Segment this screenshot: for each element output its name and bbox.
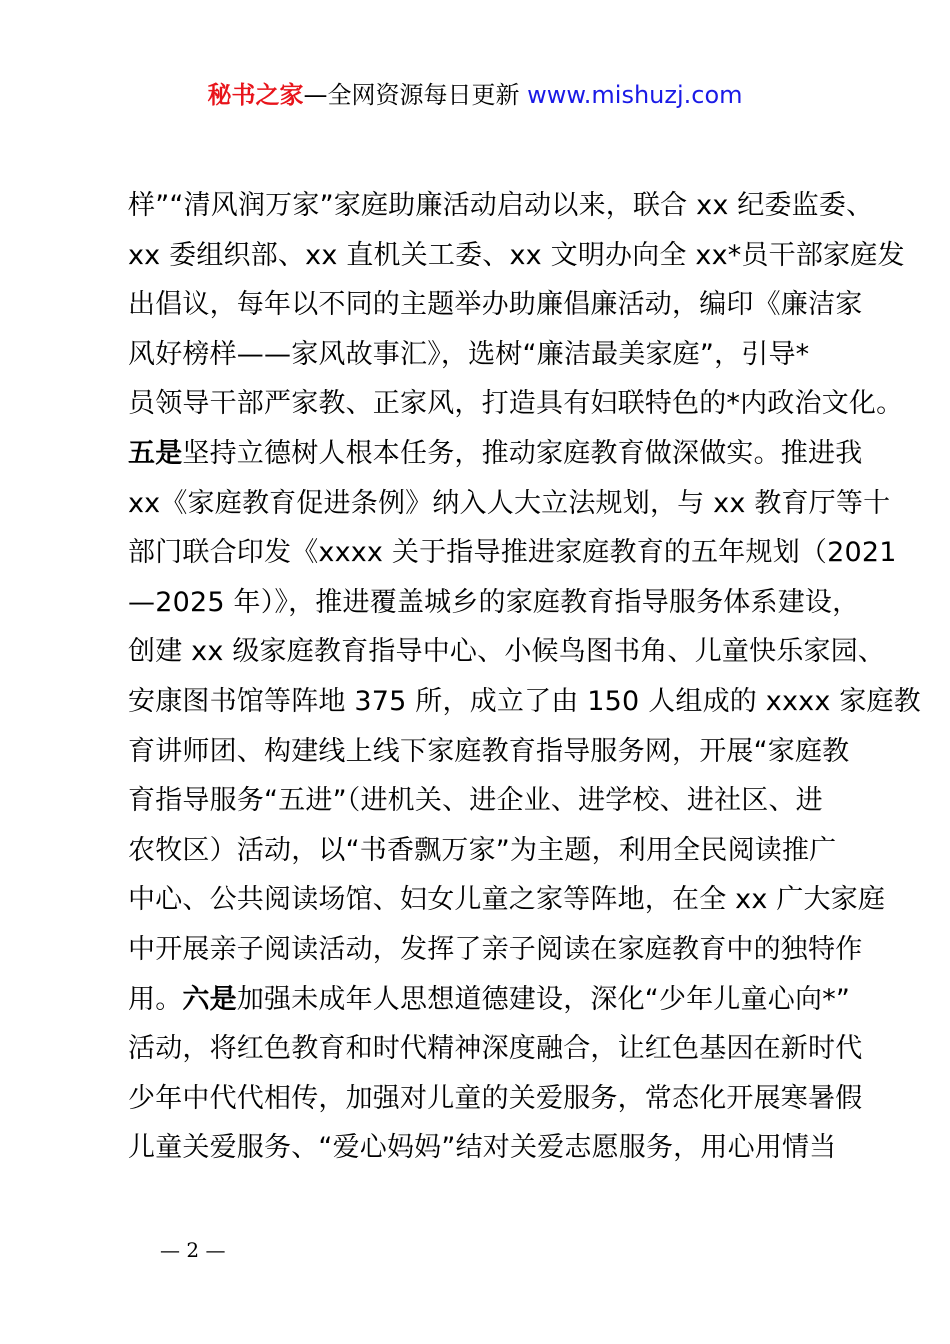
text-line: 中开展亲子阅读活动，发挥了亲子阅读在家庭教育中的独特作	[128, 933, 863, 965]
text-line	[128, 975, 851, 1025]
text-line: xx 委组织部、xx 直机关工委、xx 文明办向全 xx*员干部家庭发	[128, 239, 905, 271]
text-line-content: 加强未成年人思想道德建设，深化“少年儿童心向*”	[236, 983, 851, 1015]
text-line: 出倡议，每年以不同的主题举办助廉倡廉活动，编印《廉洁家	[128, 289, 863, 321]
text-line: 安康图书馆等阵地 375 所，成立了由 150 人组成的 xxxx 家庭教	[128, 685, 921, 717]
brand-name: 秘书之家	[207, 81, 304, 109]
section-marker-six: 六是	[182, 983, 237, 1015]
text-line: 育讲师团、构建线上线下家庭教育指导服务网，开展“家庭教	[128, 735, 850, 767]
text-line: 部门联合印发《xxxx 关于指导推进家庭教育的五年规划（2021	[128, 537, 897, 569]
text-line: 样”“清风润万家”家庭助廉活动启动以来，联合 xx 纪委监委、	[128, 190, 874, 221]
text-line: 儿童关爱服务、“爱心妈妈”结对关爱志愿服务，用心用情当	[128, 1132, 837, 1164]
text-line: —2025 年）》，推进覆盖城乡的家庭教育指导服务体系建设，	[128, 586, 860, 618]
text-line: 风好榜样——家风故事汇》，选树“廉洁最美家庭”，引导*	[128, 338, 810, 370]
text-line: 少年中代代相传，加强对儿童的关爱服务，常态化开展寒暑假	[128, 1082, 863, 1114]
text-line: 中心、公共阅读场馆、妇女儿童之家等阵地，在全 xx 广大家庭	[128, 884, 886, 916]
site-banner	[0, 78, 950, 112]
text-line-content: 坚持立德树人根本任务，推动家庭教育做深做实。推进我	[182, 437, 863, 469]
text-line: 创建 xx 级家庭教育指导中心、小候鸟图书角、儿童快乐家园、	[128, 636, 886, 668]
section-marker-five: 五是	[128, 437, 183, 469]
text-line	[128, 429, 863, 479]
text-line: 活动，将红色教育和时代精神深度融合，让红色基因在新时代	[128, 1033, 863, 1065]
text-line: 员领导干部严家教、正家风，打造具有妇联特色的*内政治文化。	[128, 388, 904, 420]
page-number: — 2 —	[160, 1238, 226, 1262]
banner-tagline: —全网资源每日更新	[303, 81, 520, 109]
text-line-prefix: 用。	[128, 983, 183, 1015]
document-body	[128, 181, 921, 1173]
text-line: 农牧区）活动，以“书香飘万家”为主题，利用全民阅读推广	[128, 834, 837, 866]
text-line: xx《家庭教育促进条例》纳入人大立法规划，与 xx 教育厅等十	[128, 487, 891, 519]
site-url[interactable]: www.mishuzj.com	[527, 81, 743, 109]
text-line: 育指导服务“五进”（进机关、进企业、进学校、进社区、进	[128, 785, 823, 817]
